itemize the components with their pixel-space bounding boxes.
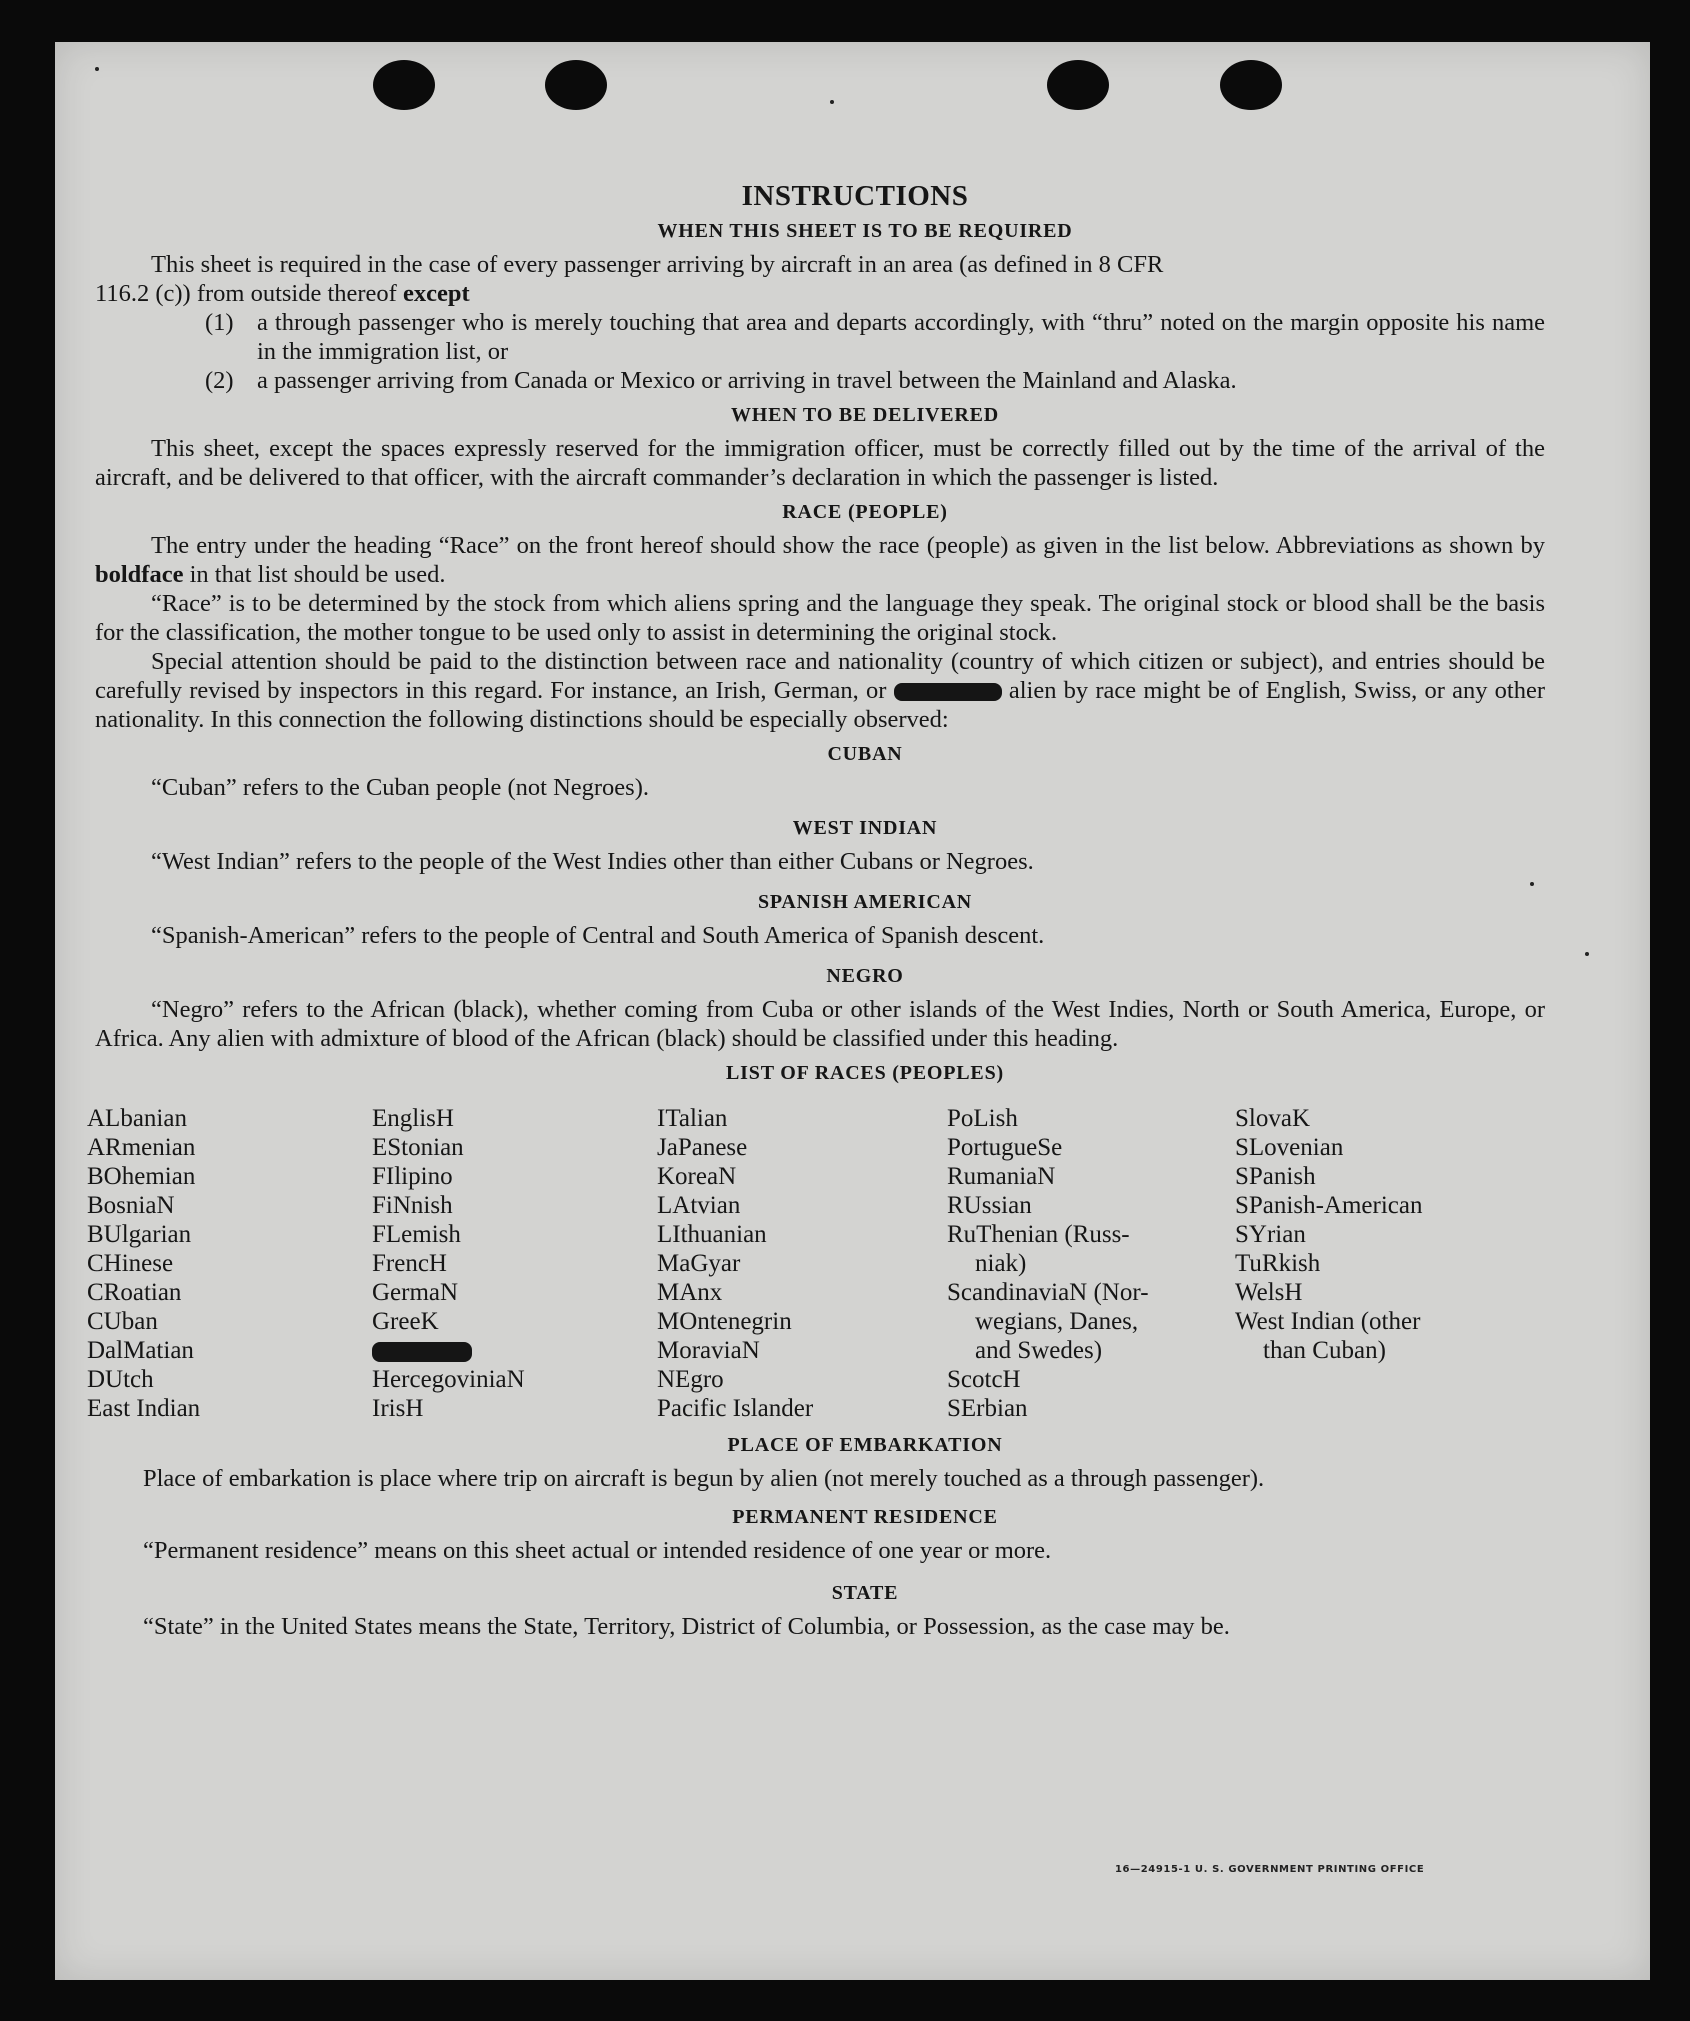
required-intro: This sheet is required in the case of every passenger arriving by aircraft in an area (as defined in 8 CFR — [151, 251, 1164, 278]
delivered-text: This sheet, except the spaces expressly reserved for the immigration officer, must be correctly filled out by the time of the arrival of the aircraft, and be delivered to that officer, with the aircraft commander’s declaration in which the passenger is listed. — [95, 435, 1545, 491]
race-entry: MAnx — [657, 1279, 723, 1306]
race-entry: SYrian — [1235, 1221, 1306, 1248]
race-entry: SLovenian — [1235, 1134, 1344, 1161]
race-p1-c: in that list should be used. — [189, 561, 446, 588]
race-entry: JaPanese — [657, 1134, 748, 1161]
race-p3-a: Special attention should be paid to the distinction between race and nationality (country of which citizen or subject), and entries should be carefully revised by inspectors in this regard. For instance, an Irish, German, or — [95, 648, 1545, 704]
race-entry: ScandinaviaN (Nor- — [947, 1279, 1149, 1306]
race-entry: MOntenegrin — [657, 1308, 792, 1335]
race-paragraph-1 — [95, 531, 1545, 589]
document-sheet — [55, 42, 1650, 1980]
heading-spanish-american: SPANISH AMERICAN — [757, 891, 973, 913]
race-p1-a: The entry under the heading “Race” on the front hereof should show the race (people) as given in the list below. Abbreviations as shown by — [151, 532, 1545, 559]
speck — [830, 100, 834, 104]
race-entry: CRoatian — [87, 1279, 182, 1306]
race-entry-continued: than Cuban) — [1263, 1337, 1386, 1364]
race-entry: EnglisH — [372, 1105, 454, 1132]
race-column — [87, 1104, 372, 1423]
required-item-1 — [205, 308, 1545, 366]
race-entry-redacted — [372, 1336, 657, 1365]
heading-negro: NEGRO — [826, 965, 904, 987]
embarkation-text: Place of embarkation is place where trip on aircraft is begun by alien (not merely touched as a through passenger). — [143, 1465, 1265, 1492]
heading-delivered: WHEN TO BE DELIVERED — [730, 404, 1000, 426]
required-item-2 — [205, 366, 1545, 395]
race-entry: RumaniaN — [947, 1163, 1056, 1190]
race-entry: East Indian — [87, 1395, 201, 1422]
required-except: except — [402, 280, 470, 307]
punch-hole — [545, 60, 607, 110]
page-title: INSTRUCTIONS — [741, 180, 969, 212]
race-column — [1235, 1104, 1485, 1423]
west-indian-text: “West Indian” refers to the people of the West Indies other than either Cubans or Negroes. — [151, 848, 1034, 875]
spanish-american-text: “Spanish-American” refers to the people of Central and South America of Spanish descent. — [151, 922, 1045, 949]
punch-hole — [1047, 60, 1109, 110]
race-entry: CHinese — [87, 1250, 174, 1277]
race-entry: ARmenian — [87, 1134, 196, 1161]
heading-required: WHEN THIS SHEET IS TO BE REQUIRED — [657, 220, 1073, 242]
race-entry: HercegoviniaN — [372, 1366, 525, 1393]
negro-text: “Negro” refers to the African (black), whether coming from Cuba or other islands of the West Indies, North or South America, Europe, or Africa. Any alien with admixture of blood of the African (black) should be classified under this heading. — [95, 996, 1545, 1052]
required-intro-2a: 116.2 (c)) from outside thereof — [95, 280, 397, 307]
printer-code: 16—24915-1 U. S. GOVERNMENT PRINTING OFFICE — [1115, 1864, 1425, 1875]
redaction-mark — [372, 1342, 472, 1362]
race-entry: KoreaN — [657, 1163, 737, 1190]
race-entry: FiNnish — [372, 1192, 453, 1219]
race-entry: MaGyar — [657, 1250, 741, 1277]
punch-hole — [373, 60, 435, 110]
race-column — [947, 1104, 1235, 1423]
race-entry-continued: and Swedes) — [975, 1337, 1103, 1364]
race-p3-b: alien by race might be of English, Swiss, or any other nationality. In this connection the following distinctions should be especially observed: — [95, 677, 1545, 733]
speck — [95, 67, 99, 71]
race-entry: SErbian — [947, 1395, 1028, 1422]
race-entry: NEgro — [657, 1366, 724, 1393]
race-entry: DalMatian — [87, 1337, 194, 1364]
state-text: “State” in the United States means the State, Territory, District of Columbia, or Possession, as the case may be. — [143, 1613, 1230, 1640]
race-entry: ITalian — [657, 1105, 728, 1132]
race-paragraph-2: “Race” is to be determined by the stock from which aliens spring and the language they speak. The original stock or blood shall be the basis for the classification, the mother tongue to be used only to assist in determining the original stock. — [95, 590, 1545, 646]
race-entry: FLemish — [372, 1221, 461, 1248]
race-entry: WelsH — [1235, 1279, 1303, 1306]
race-entry: PoLish — [947, 1105, 1018, 1132]
race-entry: MoraviaN — [657, 1337, 760, 1364]
race-column — [372, 1104, 657, 1423]
race-entry: RUssian — [947, 1192, 1032, 1219]
race-entry: GermaN — [372, 1279, 459, 1306]
race-entry: ALbanian — [87, 1105, 187, 1132]
redaction-mark — [894, 683, 1002, 701]
race-entry: SPanish — [1235, 1163, 1316, 1190]
heading-west-indian: WEST INDIAN — [792, 817, 938, 839]
race-entry: DUtch — [87, 1366, 154, 1393]
item-number: (2) — [205, 367, 234, 394]
heading-residence: PERMANENT RESIDENCE — [732, 1506, 998, 1528]
race-entry: TuRkish — [1235, 1250, 1321, 1277]
cuban-text: “Cuban” refers to the Cuban people (not Negroes). — [151, 774, 649, 801]
race-entry: LAtvian — [657, 1192, 741, 1219]
heading-state: STATE — [831, 1582, 899, 1604]
race-entry-continued: niak) — [975, 1250, 1027, 1277]
punch-hole — [1220, 60, 1282, 110]
heading-embarkation: PLACE OF EMBARKATION — [727, 1434, 1003, 1456]
item-text: a through passenger who is merely touching that area and departs accordingly, with “thru” noted on the margin opposite his name in the immigration list, or — [257, 309, 1545, 365]
race-p1-boldface: boldface — [95, 561, 184, 588]
item-number: (1) — [205, 309, 234, 336]
race-entry: PortugueSe — [947, 1134, 1063, 1161]
race-entry: FrencH — [372, 1250, 447, 1277]
race-entry: SlovaK — [1235, 1105, 1310, 1132]
heading-race-list: LIST OF RACES (PEOPLES) — [726, 1062, 1004, 1084]
race-entry: BosniaN — [87, 1192, 175, 1219]
race-entry: West Indian (other — [1235, 1308, 1421, 1335]
heading-race: RACE (PEOPLE) — [782, 501, 948, 523]
race-entry: RuThenian (Russ- — [947, 1221, 1130, 1248]
race-entry: Pacific Islander — [657, 1395, 814, 1422]
race-entry: FIlipino — [372, 1163, 453, 1190]
race-entry-continued: wegians, Danes, — [975, 1308, 1139, 1335]
race-entry: EStonian — [372, 1134, 464, 1161]
race-entry: BOhemian — [87, 1163, 196, 1190]
race-entry: SPanish-American — [1235, 1192, 1423, 1219]
race-entry: IrisH — [372, 1395, 424, 1422]
race-paragraph-3 — [95, 647, 1545, 734]
item-text: a passenger arriving from Canada or Mexico or arriving in travel between the Mainland and Alaska. — [257, 367, 1237, 394]
race-entry: CUban — [87, 1308, 158, 1335]
required-intro-2 — [95, 279, 1545, 308]
document-body — [87, 180, 1545, 1641]
speck — [1585, 952, 1589, 956]
residence-text: “Permanent residence” means on this sheet actual or intended residence of one year or more. — [143, 1537, 1052, 1564]
race-entry: ScotcH — [947, 1366, 1021, 1393]
race-entry: GreeK — [372, 1308, 439, 1335]
race-entry: BUlgarian — [87, 1221, 192, 1248]
race-entry: LIthuanian — [657, 1221, 767, 1248]
race-list — [87, 1104, 1545, 1423]
race-column — [657, 1104, 947, 1423]
heading-cuban: CUBAN — [827, 743, 903, 765]
